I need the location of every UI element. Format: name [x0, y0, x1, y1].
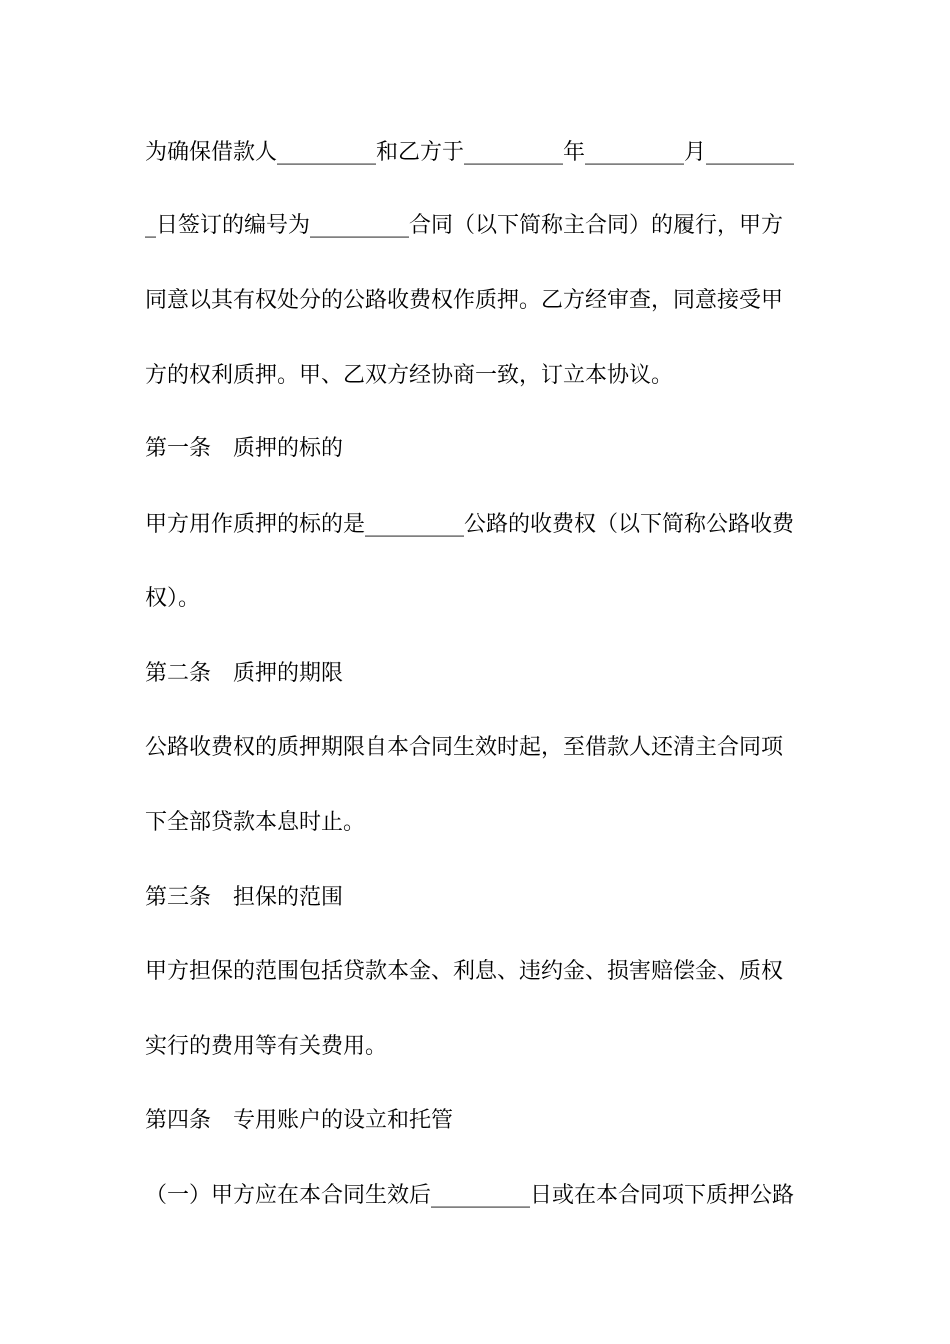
- paragraph-line: 方的权利质押。甲、乙双方经协商一致，订立本协议。: [145, 363, 674, 388]
- article-heading: 第一条 质押的标的: [145, 436, 344, 461]
- article-heading: 第三条 担保的范围: [145, 885, 344, 910]
- paragraph-line: 权）。: [145, 586, 201, 611]
- paragraph-line: 甲方用作质押的标的是_________公路的收费权（以下简称公路收费: [145, 512, 795, 537]
- paragraph-line: 为确保借款人_________和乙方于_________年_________月________: [145, 140, 795, 165]
- paragraph-line: 同意以其有权处分的公路收费权作质押。乙方经审查，同意接受甲: [145, 288, 784, 313]
- article-heading: 第四条 专用账户的设立和托管: [145, 1108, 454, 1133]
- paragraph-line: _日签订的编号为_________合同（以下简称主合同）的履行，甲方: [145, 213, 784, 238]
- paragraph-line: 实行的费用等有关费用。: [145, 1034, 388, 1059]
- paragraph-line: 甲方担保的范围包括贷款本金、利息、违约金、损害赔偿金、质权: [145, 959, 784, 984]
- article-heading: 第二条 质押的期限: [145, 661, 344, 686]
- paragraph-line: （一）甲方应在本合同生效后_________日或在本合同项下质押公路: [145, 1183, 795, 1208]
- paragraph-line: 下全部贷款本息时止。: [145, 810, 366, 835]
- paragraph-line: 公路收费权的质押期限自本合同生效时起，至借款人还清主合同项: [145, 735, 784, 760]
